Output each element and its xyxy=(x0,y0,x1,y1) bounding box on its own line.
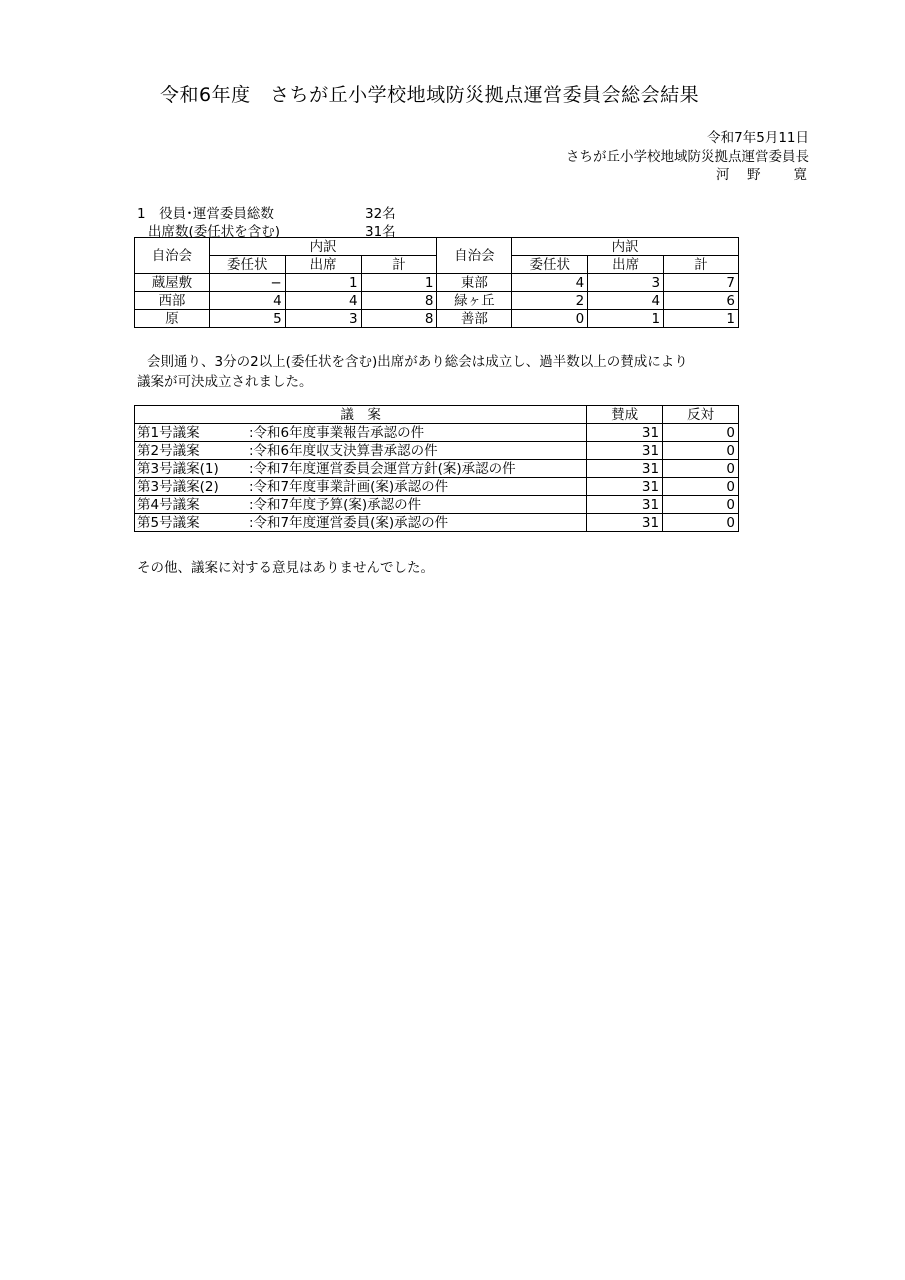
for-votes: 31 xyxy=(587,496,663,514)
table-row xyxy=(135,292,739,310)
association-name: 善部 xyxy=(437,310,512,328)
total-count: 8 xyxy=(361,292,437,310)
table-row xyxy=(135,442,739,460)
motion-title: :令和6年度事業報告承認の件 xyxy=(249,424,425,441)
against-votes: 0 xyxy=(663,442,739,460)
for-header: 賛成 xyxy=(587,406,663,424)
present-count: 1 xyxy=(285,274,361,292)
proxy-count: 5 xyxy=(209,310,285,328)
report-date: 令和7年5月11日 xyxy=(707,130,809,146)
for-votes: 31 xyxy=(587,514,663,532)
motion-title: :令和7年度事業計画(案)承認の件 xyxy=(249,478,449,495)
motion-number: 第1号議案 xyxy=(137,424,200,441)
proxy-count: 2 xyxy=(512,292,588,310)
present-header-left: 出席 xyxy=(285,256,361,274)
motion-number: 第3号議案(2) xyxy=(137,478,219,495)
motion-cell xyxy=(135,424,587,442)
for-votes: 31 xyxy=(587,460,663,478)
association-name: 緑ヶ丘 xyxy=(437,292,512,310)
against-votes: 0 xyxy=(663,478,739,496)
motion-cell xyxy=(135,514,587,532)
table-row xyxy=(135,496,739,514)
proxy-count: 4 xyxy=(512,274,588,292)
present-count: 3 xyxy=(285,310,361,328)
total-count: 1 xyxy=(361,274,437,292)
association-name: 東部 xyxy=(437,274,512,292)
motion-title: :令和7年度運営委員会運営方針(案)承認の件 xyxy=(249,460,516,477)
against-votes: 0 xyxy=(663,460,739,478)
present-header-right: 出席 xyxy=(588,256,664,274)
proxy-count: 4 xyxy=(209,292,285,310)
motions-table xyxy=(134,405,739,532)
motion-cell xyxy=(135,478,587,496)
for-votes: 31 xyxy=(587,424,663,442)
present-count: 4 xyxy=(588,292,664,310)
motion-title: :令和7年度予算(案)承認の件 xyxy=(249,496,422,513)
total-count: 7 xyxy=(664,274,739,292)
attendance-value: 31名 xyxy=(365,224,396,240)
other-note: その他、議案に対する意見はありませんでした。 xyxy=(137,560,434,576)
total-count: 1 xyxy=(664,310,739,328)
motion-title: :令和7年度運営委員(案)承認の件 xyxy=(249,514,449,531)
table-row xyxy=(135,424,739,442)
present-count: 1 xyxy=(588,310,664,328)
proxy-header-right: 委任状 xyxy=(512,256,588,274)
association-header-left: 自治会 xyxy=(135,238,210,274)
motion-number: 第3号議案(1) xyxy=(137,460,219,477)
organization-name: さちが丘小学校地域防災拠点運営委員長 xyxy=(566,149,809,165)
for-votes: 31 xyxy=(587,442,663,460)
total-members-value: 32名 xyxy=(365,206,396,222)
against-votes: 0 xyxy=(663,496,739,514)
present-count: 3 xyxy=(588,274,664,292)
motion-title: :令和6年度収支決算書承認の件 xyxy=(249,442,438,459)
association-header-right: 自治会 xyxy=(437,238,512,274)
proxy-count: − xyxy=(209,274,285,292)
motion-number: 第5号議案 xyxy=(137,514,200,531)
total-header-left: 計 xyxy=(361,256,437,274)
breakdown-header-left: 内訳 xyxy=(209,238,437,256)
against-votes: 0 xyxy=(663,424,739,442)
motion-number: 第4号議案 xyxy=(137,496,200,513)
motion-header: 議 案 xyxy=(135,406,587,424)
table-row xyxy=(135,460,739,478)
table-row xyxy=(135,514,739,532)
for-votes: 31 xyxy=(587,478,663,496)
total-count: 8 xyxy=(361,310,437,328)
proxy-count: 0 xyxy=(512,310,588,328)
quorum-note-line2: 議案が可決成立されました。 xyxy=(137,374,313,390)
association-name: 蔵屋敷 xyxy=(135,274,210,292)
table-row xyxy=(135,478,739,496)
motion-cell xyxy=(135,460,587,478)
motion-cell xyxy=(135,496,587,514)
page-title: 令和6年度 さちが丘小学校地域防災拠点運営委員会総会結果 xyxy=(160,84,700,106)
total-count: 6 xyxy=(664,292,739,310)
against-votes: 0 xyxy=(663,514,739,532)
table-row xyxy=(135,310,739,328)
attendance-table xyxy=(134,237,739,328)
against-header: 反対 xyxy=(663,406,739,424)
attendance-label: 出席数(委任状を含む) xyxy=(148,224,281,240)
motion-cell xyxy=(135,442,587,460)
table-row xyxy=(135,274,739,292)
association-name: 原 xyxy=(135,310,210,328)
proxy-header-left: 委任状 xyxy=(209,256,285,274)
association-name: 西部 xyxy=(135,292,210,310)
total-members-label: 1 役員･運営委員総数 xyxy=(137,206,274,222)
chairperson-name: 河 野 寛 xyxy=(716,167,809,183)
present-count: 4 xyxy=(285,292,361,310)
total-header-right: 計 xyxy=(664,256,739,274)
quorum-note-line1: 会則通り、3分の2以上(委任状を含む)出席があり総会は成立し、過半数以上の賛成により xyxy=(147,354,688,370)
motion-number: 第2号議案 xyxy=(137,442,200,459)
breakdown-header-right: 内訳 xyxy=(512,238,739,256)
